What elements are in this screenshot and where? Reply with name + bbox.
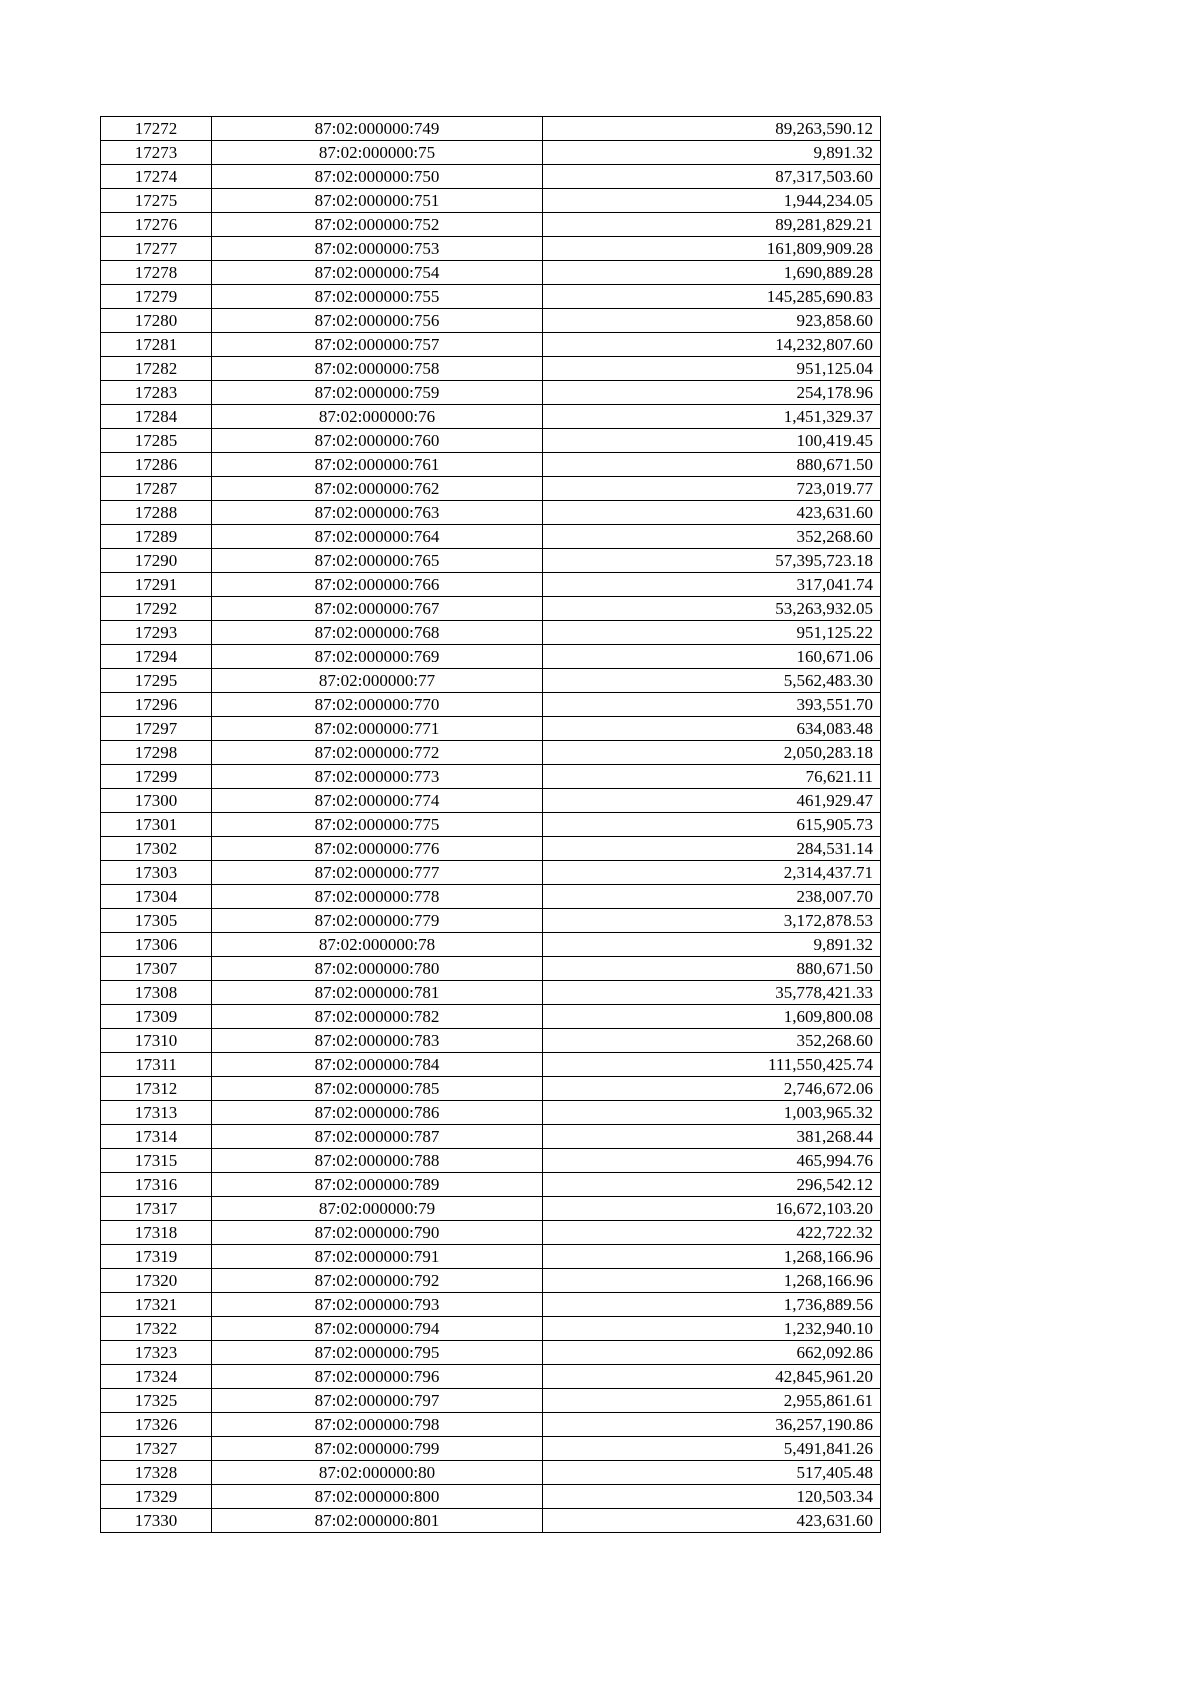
cadastral-number-cell: 87:02:000000:779 bbox=[212, 909, 543, 933]
table-row bbox=[101, 1437, 881, 1461]
row-number-cell: 17324 bbox=[101, 1365, 212, 1389]
value-cell: 76,621.11 bbox=[543, 765, 881, 789]
table-row bbox=[101, 141, 881, 165]
cadastral-number-cell: 87:02:000000:777 bbox=[212, 861, 543, 885]
table-row bbox=[101, 1461, 881, 1485]
row-number-cell: 17311 bbox=[101, 1053, 212, 1077]
data-table bbox=[100, 116, 881, 1533]
row-number-cell: 17322 bbox=[101, 1317, 212, 1341]
table-row bbox=[101, 381, 881, 405]
value-cell: 2,746,672.06 bbox=[543, 1077, 881, 1101]
value-cell: 1,003,965.32 bbox=[543, 1101, 881, 1125]
cadastral-number-cell: 87:02:000000:755 bbox=[212, 285, 543, 309]
table-row bbox=[101, 981, 881, 1005]
cadastral-number-cell: 87:02:000000:785 bbox=[212, 1077, 543, 1101]
value-cell: 14,232,807.60 bbox=[543, 333, 881, 357]
cadastral-number-cell: 87:02:000000:786 bbox=[212, 1101, 543, 1125]
table-row bbox=[101, 1341, 881, 1365]
value-cell: 284,531.14 bbox=[543, 837, 881, 861]
table-row bbox=[101, 597, 881, 621]
table-row bbox=[101, 645, 881, 669]
cadastral-number-cell: 87:02:000000:795 bbox=[212, 1341, 543, 1365]
table-row bbox=[101, 525, 881, 549]
table-row bbox=[101, 933, 881, 957]
table-row bbox=[101, 261, 881, 285]
cadastral-number-cell: 87:02:000000:781 bbox=[212, 981, 543, 1005]
value-cell: 880,671.50 bbox=[543, 957, 881, 981]
table-row bbox=[101, 1125, 881, 1149]
cadastral-number-cell: 87:02:000000:768 bbox=[212, 621, 543, 645]
row-number-cell: 17277 bbox=[101, 237, 212, 261]
cadastral-number-cell: 87:02:000000:801 bbox=[212, 1509, 543, 1533]
table-row bbox=[101, 1149, 881, 1173]
row-number-cell: 17318 bbox=[101, 1221, 212, 1245]
row-number-cell: 17321 bbox=[101, 1293, 212, 1317]
value-cell: 723,019.77 bbox=[543, 477, 881, 501]
value-cell: 880,671.50 bbox=[543, 453, 881, 477]
value-cell: 9,891.32 bbox=[543, 141, 881, 165]
cadastral-number-cell: 87:02:000000:782 bbox=[212, 1005, 543, 1029]
value-cell: 423,631.60 bbox=[543, 501, 881, 525]
row-number-cell: 17314 bbox=[101, 1125, 212, 1149]
row-number-cell: 17276 bbox=[101, 213, 212, 237]
table-row bbox=[101, 477, 881, 501]
cadastral-number-cell: 87:02:000000:762 bbox=[212, 477, 543, 501]
cadastral-number-cell: 87:02:000000:749 bbox=[212, 117, 543, 141]
row-number-cell: 17297 bbox=[101, 717, 212, 741]
row-number-cell: 17307 bbox=[101, 957, 212, 981]
value-cell: 5,491,841.26 bbox=[543, 1437, 881, 1461]
row-number-cell: 17303 bbox=[101, 861, 212, 885]
value-cell: 9,891.32 bbox=[543, 933, 881, 957]
table-row bbox=[101, 573, 881, 597]
table-row bbox=[101, 1389, 881, 1413]
cadastral-number-cell: 87:02:000000:796 bbox=[212, 1365, 543, 1389]
row-number-cell: 17296 bbox=[101, 693, 212, 717]
cadastral-number-cell: 87:02:000000:75 bbox=[212, 141, 543, 165]
value-cell: 89,281,829.21 bbox=[543, 213, 881, 237]
table-row bbox=[101, 333, 881, 357]
row-number-cell: 17329 bbox=[101, 1485, 212, 1509]
cadastral-number-cell: 87:02:000000:775 bbox=[212, 813, 543, 837]
table-row bbox=[101, 1221, 881, 1245]
value-cell: 2,050,283.18 bbox=[543, 741, 881, 765]
table-row bbox=[101, 957, 881, 981]
cadastral-number-cell: 87:02:000000:789 bbox=[212, 1173, 543, 1197]
row-number-cell: 17292 bbox=[101, 597, 212, 621]
row-number-cell: 17274 bbox=[101, 165, 212, 189]
row-number-cell: 17294 bbox=[101, 645, 212, 669]
cadastral-number-cell: 87:02:000000:776 bbox=[212, 837, 543, 861]
value-cell: 5,562,483.30 bbox=[543, 669, 881, 693]
cadastral-number-cell: 87:02:000000:76 bbox=[212, 405, 543, 429]
table-row bbox=[101, 405, 881, 429]
value-cell: 615,905.73 bbox=[543, 813, 881, 837]
row-number-cell: 17308 bbox=[101, 981, 212, 1005]
table-row bbox=[101, 885, 881, 909]
value-cell: 254,178.96 bbox=[543, 381, 881, 405]
value-cell: 662,092.86 bbox=[543, 1341, 881, 1365]
table-row bbox=[101, 1413, 881, 1437]
table-row bbox=[101, 237, 881, 261]
cadastral-number-cell: 87:02:000000:756 bbox=[212, 309, 543, 333]
value-cell: 1,736,889.56 bbox=[543, 1293, 881, 1317]
row-number-cell: 17327 bbox=[101, 1437, 212, 1461]
row-number-cell: 17298 bbox=[101, 741, 212, 765]
cadastral-number-cell: 87:02:000000:769 bbox=[212, 645, 543, 669]
cadastral-number-cell: 87:02:000000:77 bbox=[212, 669, 543, 693]
table-row bbox=[101, 789, 881, 813]
value-cell: 352,268.60 bbox=[543, 525, 881, 549]
cadastral-number-cell: 87:02:000000:797 bbox=[212, 1389, 543, 1413]
value-cell: 100,419.45 bbox=[543, 429, 881, 453]
value-cell: 352,268.60 bbox=[543, 1029, 881, 1053]
table-row bbox=[101, 165, 881, 189]
row-number-cell: 17278 bbox=[101, 261, 212, 285]
cadastral-number-cell: 87:02:000000:778 bbox=[212, 885, 543, 909]
row-number-cell: 17320 bbox=[101, 1269, 212, 1293]
table-row bbox=[101, 669, 881, 693]
table-row bbox=[101, 213, 881, 237]
row-number-cell: 17310 bbox=[101, 1029, 212, 1053]
value-cell: 381,268.44 bbox=[543, 1125, 881, 1149]
row-number-cell: 17326 bbox=[101, 1413, 212, 1437]
cadastral-number-cell: 87:02:000000:759 bbox=[212, 381, 543, 405]
row-number-cell: 17323 bbox=[101, 1341, 212, 1365]
cadastral-number-cell: 87:02:000000:790 bbox=[212, 1221, 543, 1245]
cadastral-number-cell: 87:02:000000:800 bbox=[212, 1485, 543, 1509]
row-number-cell: 17304 bbox=[101, 885, 212, 909]
cadastral-number-cell: 87:02:000000:772 bbox=[212, 741, 543, 765]
cadastral-number-cell: 87:02:000000:791 bbox=[212, 1245, 543, 1269]
value-cell: 36,257,190.86 bbox=[543, 1413, 881, 1437]
cadastral-number-cell: 87:02:000000:780 bbox=[212, 957, 543, 981]
row-number-cell: 17328 bbox=[101, 1461, 212, 1485]
value-cell: 53,263,932.05 bbox=[543, 597, 881, 621]
cadastral-number-cell: 87:02:000000:794 bbox=[212, 1317, 543, 1341]
table-row bbox=[101, 1245, 881, 1269]
row-number-cell: 17300 bbox=[101, 789, 212, 813]
table-row bbox=[101, 285, 881, 309]
table-row bbox=[101, 549, 881, 573]
table-row bbox=[101, 1269, 881, 1293]
cadastral-number-cell: 87:02:000000:767 bbox=[212, 597, 543, 621]
cadastral-number-cell: 87:02:000000:753 bbox=[212, 237, 543, 261]
value-cell: 16,672,103.20 bbox=[543, 1197, 881, 1221]
table-row bbox=[101, 357, 881, 381]
cadastral-number-cell: 87:02:000000:763 bbox=[212, 501, 543, 525]
table-row bbox=[101, 1365, 881, 1389]
value-cell: 238,007.70 bbox=[543, 885, 881, 909]
table-row bbox=[101, 1485, 881, 1509]
cadastral-number-cell: 87:02:000000:770 bbox=[212, 693, 543, 717]
value-cell: 923,858.60 bbox=[543, 309, 881, 333]
table-row bbox=[101, 189, 881, 213]
table-row bbox=[101, 429, 881, 453]
cadastral-number-cell: 87:02:000000:784 bbox=[212, 1053, 543, 1077]
value-cell: 1,609,800.08 bbox=[543, 1005, 881, 1029]
value-cell: 951,125.04 bbox=[543, 357, 881, 381]
cadastral-number-cell: 87:02:000000:787 bbox=[212, 1125, 543, 1149]
table-row bbox=[101, 621, 881, 645]
table-row bbox=[101, 1101, 881, 1125]
value-cell: 35,778,421.33 bbox=[543, 981, 881, 1005]
value-cell: 1,268,166.96 bbox=[543, 1269, 881, 1293]
table-row bbox=[101, 813, 881, 837]
table-row bbox=[101, 1317, 881, 1341]
cadastral-number-cell: 87:02:000000:771 bbox=[212, 717, 543, 741]
cadastral-number-cell: 87:02:000000:792 bbox=[212, 1269, 543, 1293]
value-cell: 461,929.47 bbox=[543, 789, 881, 813]
table-row bbox=[101, 1029, 881, 1053]
row-number-cell: 17279 bbox=[101, 285, 212, 309]
value-cell: 951,125.22 bbox=[543, 621, 881, 645]
value-cell: 42,845,961.20 bbox=[543, 1365, 881, 1389]
cadastral-number-cell: 87:02:000000:766 bbox=[212, 573, 543, 597]
row-number-cell: 17275 bbox=[101, 189, 212, 213]
row-number-cell: 17283 bbox=[101, 381, 212, 405]
cadastral-number-cell: 87:02:000000:788 bbox=[212, 1149, 543, 1173]
row-number-cell: 17289 bbox=[101, 525, 212, 549]
value-cell: 1,232,940.10 bbox=[543, 1317, 881, 1341]
row-number-cell: 17280 bbox=[101, 309, 212, 333]
table-row bbox=[101, 1077, 881, 1101]
value-cell: 89,263,590.12 bbox=[543, 117, 881, 141]
value-cell: 1,268,166.96 bbox=[543, 1245, 881, 1269]
value-cell: 422,722.32 bbox=[543, 1221, 881, 1245]
row-number-cell: 17284 bbox=[101, 405, 212, 429]
cadastral-number-cell: 87:02:000000:79 bbox=[212, 1197, 543, 1221]
table-row bbox=[101, 909, 881, 933]
value-cell: 517,405.48 bbox=[543, 1461, 881, 1485]
table-body bbox=[101, 117, 881, 1533]
value-cell: 1,944,234.05 bbox=[543, 189, 881, 213]
row-number-cell: 17290 bbox=[101, 549, 212, 573]
cadastral-number-cell: 87:02:000000:798 bbox=[212, 1413, 543, 1437]
cadastral-number-cell: 87:02:000000:758 bbox=[212, 357, 543, 381]
row-number-cell: 17285 bbox=[101, 429, 212, 453]
value-cell: 3,172,878.53 bbox=[543, 909, 881, 933]
table-row bbox=[101, 717, 881, 741]
row-number-cell: 17306 bbox=[101, 933, 212, 957]
value-cell: 465,994.76 bbox=[543, 1149, 881, 1173]
row-number-cell: 17299 bbox=[101, 765, 212, 789]
row-number-cell: 17295 bbox=[101, 669, 212, 693]
row-number-cell: 17293 bbox=[101, 621, 212, 645]
table-row bbox=[101, 1293, 881, 1317]
value-cell: 160,671.06 bbox=[543, 645, 881, 669]
cadastral-number-cell: 87:02:000000:752 bbox=[212, 213, 543, 237]
row-number-cell: 17325 bbox=[101, 1389, 212, 1413]
cadastral-number-cell: 87:02:000000:793 bbox=[212, 1293, 543, 1317]
value-cell: 161,809,909.28 bbox=[543, 237, 881, 261]
cadastral-number-cell: 87:02:000000:774 bbox=[212, 789, 543, 813]
table-row bbox=[101, 309, 881, 333]
row-number-cell: 17282 bbox=[101, 357, 212, 381]
cadastral-number-cell: 87:02:000000:773 bbox=[212, 765, 543, 789]
cadastral-number-cell: 87:02:000000:799 bbox=[212, 1437, 543, 1461]
cadastral-number-cell: 87:02:000000:750 bbox=[212, 165, 543, 189]
cadastral-number-cell: 87:02:000000:765 bbox=[212, 549, 543, 573]
row-number-cell: 17319 bbox=[101, 1245, 212, 1269]
row-number-cell: 17291 bbox=[101, 573, 212, 597]
row-number-cell: 17287 bbox=[101, 477, 212, 501]
row-number-cell: 17273 bbox=[101, 141, 212, 165]
row-number-cell: 17309 bbox=[101, 1005, 212, 1029]
value-cell: 145,285,690.83 bbox=[543, 285, 881, 309]
value-cell: 2,314,437.71 bbox=[543, 861, 881, 885]
cadastral-number-cell: 87:02:000000:764 bbox=[212, 525, 543, 549]
value-cell: 317,041.74 bbox=[543, 573, 881, 597]
table-row bbox=[101, 1005, 881, 1029]
table-row bbox=[101, 741, 881, 765]
table-row bbox=[101, 837, 881, 861]
table-row bbox=[101, 765, 881, 789]
row-number-cell: 17315 bbox=[101, 1149, 212, 1173]
table-row bbox=[101, 501, 881, 525]
cadastral-number-cell: 87:02:000000:78 bbox=[212, 933, 543, 957]
cadastral-number-cell: 87:02:000000:760 bbox=[212, 429, 543, 453]
table-row bbox=[101, 1053, 881, 1077]
row-number-cell: 17281 bbox=[101, 333, 212, 357]
row-number-cell: 17313 bbox=[101, 1101, 212, 1125]
cadastral-number-cell: 87:02:000000:80 bbox=[212, 1461, 543, 1485]
table-row bbox=[101, 1173, 881, 1197]
cadastral-number-cell: 87:02:000000:757 bbox=[212, 333, 543, 357]
row-number-cell: 17330 bbox=[101, 1509, 212, 1533]
table-row bbox=[101, 453, 881, 477]
value-cell: 120,503.34 bbox=[543, 1485, 881, 1509]
row-number-cell: 17317 bbox=[101, 1197, 212, 1221]
cadastral-number-cell: 87:02:000000:754 bbox=[212, 261, 543, 285]
cadastral-number-cell: 87:02:000000:783 bbox=[212, 1029, 543, 1053]
row-number-cell: 17302 bbox=[101, 837, 212, 861]
value-cell: 296,542.12 bbox=[543, 1173, 881, 1197]
value-cell: 1,451,329.37 bbox=[543, 405, 881, 429]
row-number-cell: 17301 bbox=[101, 813, 212, 837]
table-row bbox=[101, 861, 881, 885]
value-cell: 57,395,723.18 bbox=[543, 549, 881, 573]
cadastral-number-cell: 87:02:000000:761 bbox=[212, 453, 543, 477]
row-number-cell: 17316 bbox=[101, 1173, 212, 1197]
row-number-cell: 17305 bbox=[101, 909, 212, 933]
table-row bbox=[101, 693, 881, 717]
row-number-cell: 17312 bbox=[101, 1077, 212, 1101]
cadastral-number-cell: 87:02:000000:751 bbox=[212, 189, 543, 213]
value-cell: 423,631.60 bbox=[543, 1509, 881, 1533]
value-cell: 393,551.70 bbox=[543, 693, 881, 717]
value-cell: 87,317,503.60 bbox=[543, 165, 881, 189]
row-number-cell: 17288 bbox=[101, 501, 212, 525]
value-cell: 1,690,889.28 bbox=[543, 261, 881, 285]
row-number-cell: 17286 bbox=[101, 453, 212, 477]
table-row bbox=[101, 1509, 881, 1533]
value-cell: 634,083.48 bbox=[543, 717, 881, 741]
table-row bbox=[101, 1197, 881, 1221]
row-number-cell: 17272 bbox=[101, 117, 212, 141]
value-cell: 2,955,861.61 bbox=[543, 1389, 881, 1413]
value-cell: 111,550,425.74 bbox=[543, 1053, 881, 1077]
table-row bbox=[101, 117, 881, 141]
